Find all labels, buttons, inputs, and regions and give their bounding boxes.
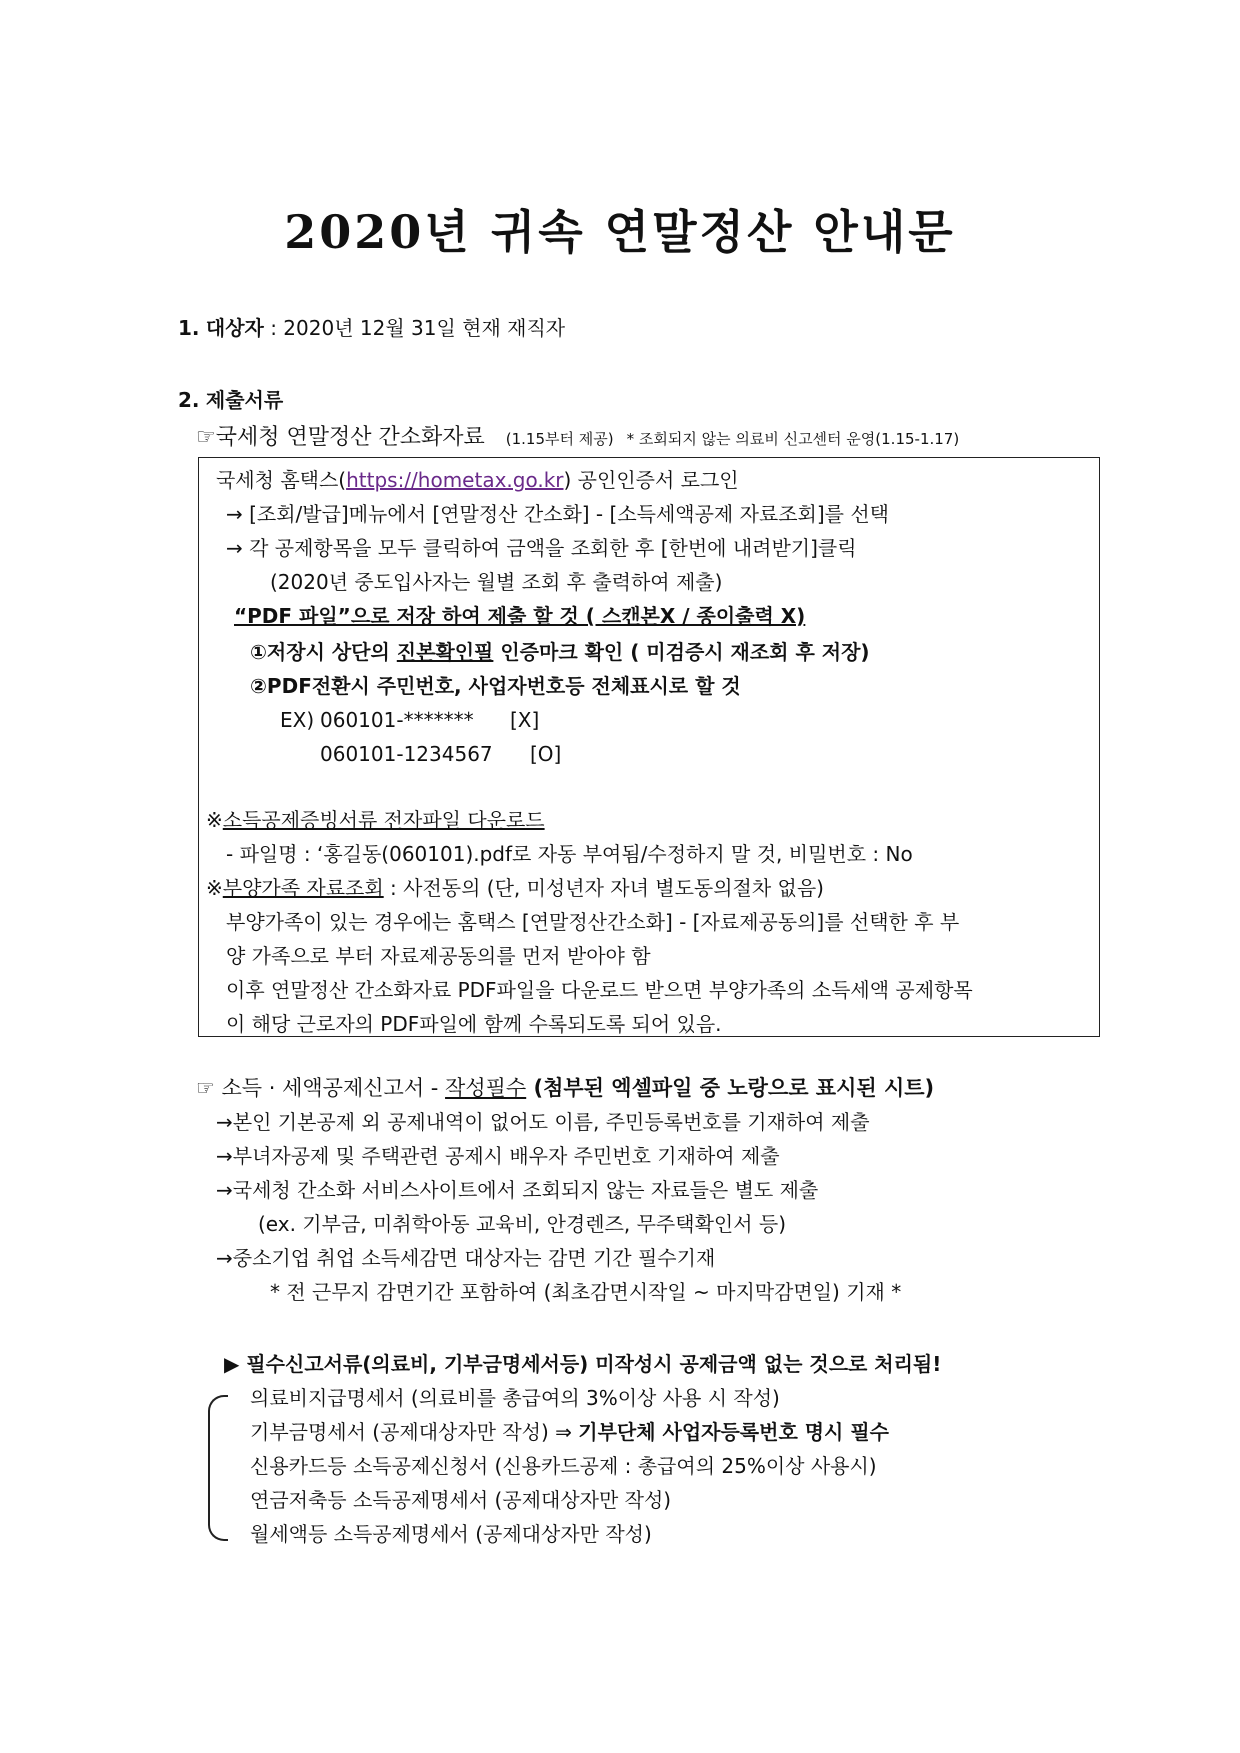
section2-label: 제출서류 xyxy=(205,388,284,412)
hometax-subheading xyxy=(196,424,959,453)
form-line-3: →국세청 간소화 서비스사이트에서 조회되지 않는 자료들은 별도 제출 xyxy=(216,1178,819,1202)
login-prefix: 국세청 홈택스( xyxy=(216,468,347,492)
section2-heading xyxy=(178,386,283,414)
pdf-notice: “PDF 파일”으로 저장 하여 제출 할 것 ( 스캔본X / 종이출력 X) xyxy=(234,604,806,628)
step-1: → [조회/발급]메뉴에서 [연말정산 간소화] - [소득세액공제 자료조회]를 선택 xyxy=(226,502,889,526)
item-1-suffix: 인증마크 확인 ( 미검증시 재조회 후 저장) xyxy=(493,640,870,664)
step-3: (2020년 중도입사자는 월별 조회 후 출력하여 제출) xyxy=(270,570,723,594)
required-doc-3: 신용카드등 소득공제신청서 (신용카드공제 : 총급여의 25%이상 사용시) xyxy=(250,1454,877,1478)
example-wrong: 060101-******* xyxy=(320,708,474,732)
family-rest: : 사전동의 (단, 미성년자 자녀 별도동의절차 없음) xyxy=(383,876,824,900)
form-heading xyxy=(196,1074,934,1102)
item-1-prefix: ①저장시 상단의 xyxy=(250,640,397,664)
form-line-4: →중소기업 취업 소득세감면 대상자는 감면 기간 필수기재 xyxy=(216,1246,716,1270)
reference-mark: ※ xyxy=(206,808,223,832)
form-title: 소득 · 세액공제신고서 - xyxy=(221,1076,446,1100)
required-doc-1: 의료비지급명세서 (의료비를 총급여의 3%이상 사용 시 작성) xyxy=(250,1386,780,1410)
required-doc-4: 연금저축등 소득공제명세서 (공제대상자만 작성) xyxy=(250,1488,672,1512)
section2-number: 2. xyxy=(178,388,200,412)
item-1-underlined: 진본확인필 xyxy=(396,640,494,664)
family-line-4: 이 해당 근로자의 PDF파일에 함께 수록되도록 되어 있음. xyxy=(226,1012,722,1036)
required-doc-5: 월세액등 소득공제명세서 (공제대상자만 작성) xyxy=(250,1522,652,1546)
download-filename: - 파일명 : ‘홍길동(060101).pdf로 자동 부여됨/수정하지 말 것, 비밀번호 : No xyxy=(226,842,913,866)
section1-label: 대상자 xyxy=(205,316,264,340)
example-right-mark: [O] xyxy=(530,742,562,766)
form-line-4-note: * 전 근무지 감면기간 포함하여 (최초감면시작일 ~ 마지막감면일) 기재 * xyxy=(270,1280,902,1304)
example-label: EX) xyxy=(280,708,315,732)
form-line-2: →부녀자공제 및 주택관련 공제시 배우자 주민번호 기재하여 제출 xyxy=(216,1144,780,1168)
required-doc-2 xyxy=(250,1418,889,1446)
family-line-2: 양 가족으로 부터 자료제공동의를 먼저 받아야 함 xyxy=(226,944,651,968)
doc-2-bold: 기부단체 사업자등록번호 명시 필수 xyxy=(578,1420,889,1444)
subheading-note: * 조회되지 않는 의료비 신고센터 운영(1.15-1.17) xyxy=(626,430,960,448)
family-line-1: 부양가족이 있는 경우에는 홈택스 [연말정산간소화] - [자료제공동의]를 선택한 후 부 xyxy=(226,910,960,934)
family-heading xyxy=(206,874,824,902)
section1-line xyxy=(178,314,565,342)
download-title: 소득공제증빙서류 전자파일 다운로드 xyxy=(222,808,545,832)
example-right: 060101-1234567 xyxy=(320,742,493,766)
item-2: ②PDF전환시 주민번호, 사업자번호등 전체표시로 할 것 xyxy=(250,674,741,698)
subheading-title: 국세청 연말정산 간소화자료 xyxy=(215,425,485,450)
example-wrong-mark: [X] xyxy=(510,708,540,732)
pointing-hand-icon: ☞ xyxy=(196,425,216,450)
form-line-1: →본인 기본공제 외 공제내역이 없어도 이름, 주민등록번호를 기재하여 제출 xyxy=(216,1110,870,1134)
hometax-link[interactable]: https://hometax.go.kr xyxy=(346,468,564,492)
family-title: 부양가족 자료조회 xyxy=(222,876,384,900)
family-line-3: 이후 연말정산 간소화자료 PDF파일을 다운로드 받으면 부양가족의 소득세액 공제항목 xyxy=(226,978,973,1002)
document-title: 2020년 귀속 연말정산 안내문 xyxy=(284,205,956,259)
login-line xyxy=(216,466,739,494)
warning-text: 필수신고서류(의료비, 기부금명세서등) 미작성시 공제금액 없는 것으로 처리됨! xyxy=(246,1352,942,1376)
download-heading xyxy=(206,806,545,834)
pointing-hand-icon: ☞ xyxy=(196,1076,215,1100)
reference-mark: ※ xyxy=(206,876,223,900)
required-warning xyxy=(224,1350,941,1378)
step-2: → 각 공제항목을 모두 클릭하여 금액을 조회한 후 [한번에 내려받기]클릭 xyxy=(226,536,857,560)
bracket-icon xyxy=(208,1395,228,1541)
form-note: (첨부된 엑셀파일 중 노랑으로 표시된 시트) xyxy=(526,1076,935,1100)
subheading-period: (1.15부터 제공) xyxy=(505,430,614,448)
form-line-3-example: (ex. 기부금, 미취학아동 교육비, 안경렌즈, 무주택확인서 등) xyxy=(258,1212,787,1236)
login-suffix: ) 공인인증서 로그인 xyxy=(563,468,739,492)
form-required: 작성필수 xyxy=(445,1076,527,1100)
section1-number: 1. xyxy=(178,316,200,340)
section1-text: : 2020년 12월 31일 현재 재직자 xyxy=(263,316,566,340)
item-1 xyxy=(250,638,870,666)
triangle-bullet-icon: ▶ xyxy=(224,1352,240,1376)
doc-2-text: 기부금명세서 (공제대상자만 작성) ⇒ xyxy=(250,1420,579,1444)
